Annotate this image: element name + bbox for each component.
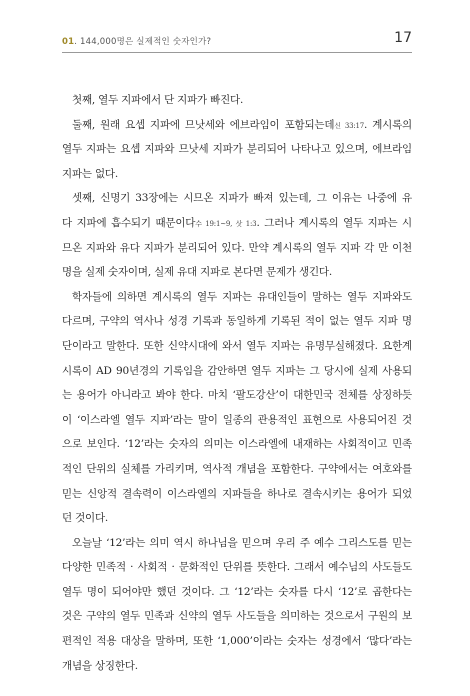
line-text: 첫째, 열두 지파에서 단 지파가 빠진다. (72, 94, 244, 106)
chapter-title: . 144,000명은 실제적인 숫자인가? (74, 37, 212, 47)
line-text: 적인 단위의 실체를 가리키며, 역사적 개념을 포함한다. 구약에서는 여호와를 (62, 462, 412, 475)
text-line (62, 383, 412, 408)
line-text: 오늘날 ‘12’라는 의미 역시 하나님을 믿으며 우리 주 예수 그리스도를 믿는 (72, 536, 412, 549)
line-text: 것은 구약의 열두 민족과 신약의 열두 사도들을 의미하는 것으로서 구원의 보 (62, 610, 412, 623)
line-text: 시록이 AD 90년경의 기록임을 감안하면 열두 지파는 그 당시에 실제 사용되 (62, 364, 412, 377)
text-line (62, 236, 412, 261)
line-text: 단이라고 말한다. 또한 신약시대에 와서 열두 지파는 유명무실해졌다. 요한계 (62, 339, 412, 352)
paragraph (62, 285, 412, 531)
line-text: 셋째, 신명기 33장에는 시므온 지파가 빠져 있는데, 그 이유는 나중에 유 (72, 192, 412, 205)
text-line (62, 555, 412, 580)
text-line (62, 285, 412, 310)
line-text: 명을 실제 숫자이며, 실제 유대 지파로 본다면 문제가 생긴다. (62, 266, 333, 279)
text-line (62, 580, 412, 605)
text-line (62, 113, 412, 138)
text-line (62, 604, 412, 629)
text-line (62, 457, 412, 482)
line-text: 열두 명이 되어야만 했던 것이다. 그 ‘12’라는 숫자를 다시 ‘12’로 곱한다는 (62, 585, 412, 598)
line-text: 학자들에 의하면 계시록의 열두 지파는 유대인들이 말하는 열두 지파와도 (72, 290, 412, 303)
header-rule (62, 52, 412, 53)
line-text: 다 지파에 흡수되기 때문이다 (62, 216, 196, 229)
chapter-running-title (62, 35, 211, 47)
line-text: 이 ‘이스라엘 열두 지파’라는 말이 일종의 관용적인 표현으로 사용되어진 것 (62, 413, 412, 426)
text-line (62, 186, 412, 211)
text-line (62, 408, 412, 433)
line-text: 열두 지파는 요셉 지파와 므낫세 지파가 분리되어 나타나고 있으며, 에브라임 (62, 143, 412, 156)
scripture-reference: 신 33:17 (334, 121, 364, 130)
text-line (62, 309, 412, 334)
paragraph (62, 88, 412, 113)
paragraph (62, 186, 412, 284)
line-text: 믿는 신앙적 결속력이 이스라엘의 지파들을 하나로 결속시키는 용어가 되었 (62, 487, 412, 500)
running-header (62, 30, 412, 52)
line-text: 지파는 없다. (62, 167, 118, 180)
paragraph (62, 531, 412, 679)
text-line (62, 137, 412, 162)
text-line (62, 654, 412, 679)
chapter-number: 01 (62, 37, 75, 47)
page-body (62, 88, 412, 678)
line-text: 다르며, 구약의 역사나 성경 기록과 동일하게 기록된 적이 없는 열두 지파 명 (62, 315, 412, 328)
text-line (62, 506, 412, 531)
text-line (62, 334, 412, 359)
text-line (62, 531, 412, 556)
text-line (62, 88, 412, 113)
line-text: 개념을 상징한다. (62, 659, 138, 672)
text-line (62, 629, 412, 654)
text-line (62, 482, 412, 507)
line-text: 던 것이다. (62, 512, 109, 525)
line-text: 으로 보인다. ‘12’라는 숫자의 의미는 이스라엘에 내재하는 사회적이고 민족 (62, 438, 412, 451)
line-text: 는 용어가 아니라고 봐야 한다. 마치 ‘팔도강산’이 대한민국 전체를 상징하듯 (62, 389, 412, 402)
page-number: 17 (394, 30, 412, 46)
line-text: 편적인 적용 대상을 말하며, 또한 ‘1,000’이라는 숫자는 성경에서 ‘많다’라는 (62, 635, 412, 648)
text-line (62, 260, 412, 285)
line-text: 다양한 민족적 · 사회적 · 문화적인 단위를 뜻한다. 그래서 예수님의 사도들도 (62, 561, 412, 574)
line-tail-text: . 그러나 계시록의 열두 지파는 시 (256, 216, 412, 229)
line-tail-text: . 계시록의 (364, 118, 412, 131)
line-text: 므온 지파와 유다 지파가 분리되어 있다. 만약 계시록의 열두 지파 각 만 이천 (62, 241, 412, 254)
line-text: 둘째, 원래 요셉 지파에 므낫세와 에브라임이 포함되는데 (72, 118, 335, 131)
text-line (62, 359, 412, 384)
text-line (62, 211, 412, 236)
text-line (62, 162, 412, 187)
text-line (62, 432, 412, 457)
paragraph (62, 113, 412, 187)
scripture-reference: 수 19:1~9, 삿 1:3 (195, 219, 257, 228)
